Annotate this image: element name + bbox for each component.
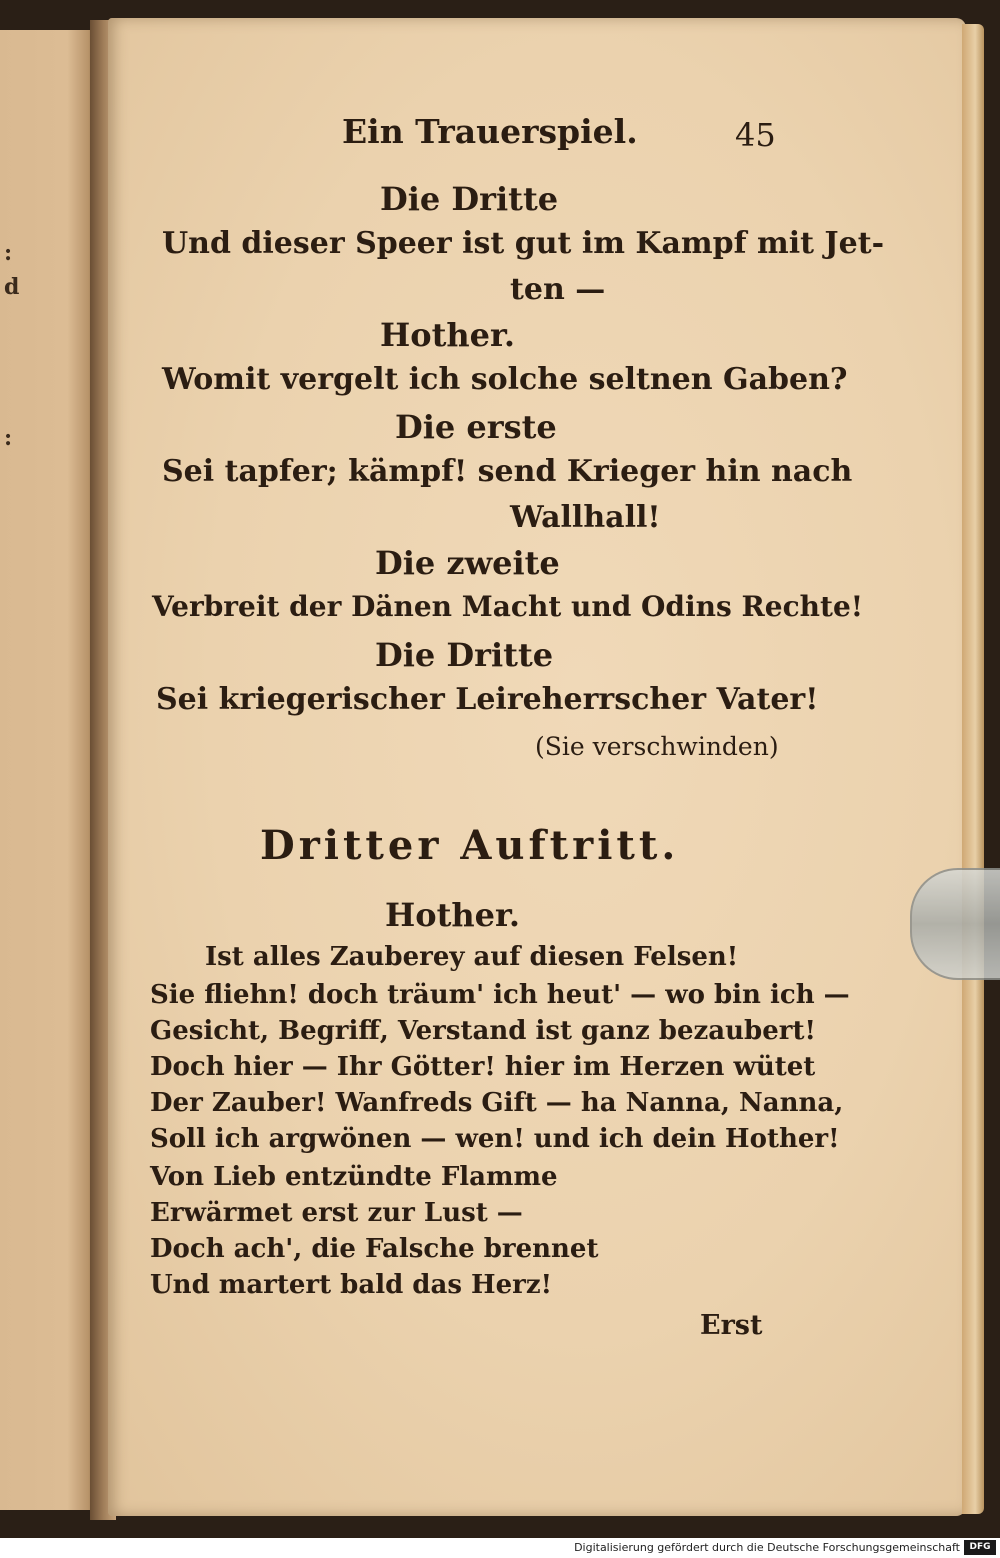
verse-line: Von Lieb entzündte Flamme <box>150 1162 558 1192</box>
speaker-name: Hother. <box>385 896 521 934</box>
left-page-fragment: d <box>4 274 20 300</box>
dfg-logo-icon: DFG <box>964 1540 996 1555</box>
verse-line: Ist alles Zauberey auf diesen Felsen! <box>205 942 739 972</box>
speaker-name: Die Dritte <box>380 180 559 218</box>
verse-line: Doch hier — Ihr Götter! hier im Herzen wütet <box>150 1052 816 1082</box>
verse-line: Erwärmet erst zur Lust — <box>150 1198 523 1228</box>
left-page-fragment: : <box>4 425 13 451</box>
stage-direction: (Sie verschwinden) <box>535 732 779 761</box>
verse-line: Sei kriegerischer Leireherrscher Vater! <box>156 682 819 717</box>
speaker-name: Die Dritte <box>375 636 554 674</box>
verse-line: Verbreit der Dänen Macht und Odins Rechte! <box>152 590 864 623</box>
speaker-name: Die erste <box>395 408 557 446</box>
verse-line: Womit vergelt ich solche seltnen Gaben? <box>162 362 848 397</box>
page-number: 45 <box>735 116 776 154</box>
verse-line: Und dieser Speer ist gut im Kampf mit Jet- <box>162 226 885 261</box>
verse-line: Sie fliehn! doch träum' ich heut' — wo bin ich — <box>150 980 850 1010</box>
verse-line: Doch ach', die Falsche brennet <box>150 1234 599 1264</box>
verse-line: Und martert bald das Herz! <box>150 1270 553 1300</box>
left-page-edge <box>0 30 96 1510</box>
running-head: Ein Trauerspiel. <box>342 112 638 151</box>
verse-line: Soll ich argwönen — wen! und ich dein Hother! <box>150 1124 840 1154</box>
left-page-fragment: : <box>4 240 13 266</box>
speaker-name: Die zweite <box>375 544 560 582</box>
verse-line: Sei tapfer; kämpf! send Krieger hin nach <box>162 454 853 489</box>
verse-line: Gesicht, Begriff, Verstand ist ganz bezaubert! <box>150 1016 816 1046</box>
funding-credit: Digitalisierung gefördert durch die Deutsche Forschungsgemeinschaft <box>574 1541 960 1554</box>
verse-line: Wallhall! <box>510 500 661 535</box>
page-fore-edge <box>962 24 984 1514</box>
digitization-footer <box>0 1538 1000 1558</box>
page-clip <box>910 868 1000 980</box>
speaker-name: Hother. <box>380 316 516 354</box>
verse-line: ten — <box>510 272 606 307</box>
scene-heading: Dritter Auftritt. <box>260 822 680 869</box>
verse-line: Der Zauber! Wanfreds Gift — ha Nanna, Nanna, <box>150 1088 844 1118</box>
catchword: Erst <box>700 1310 763 1341</box>
